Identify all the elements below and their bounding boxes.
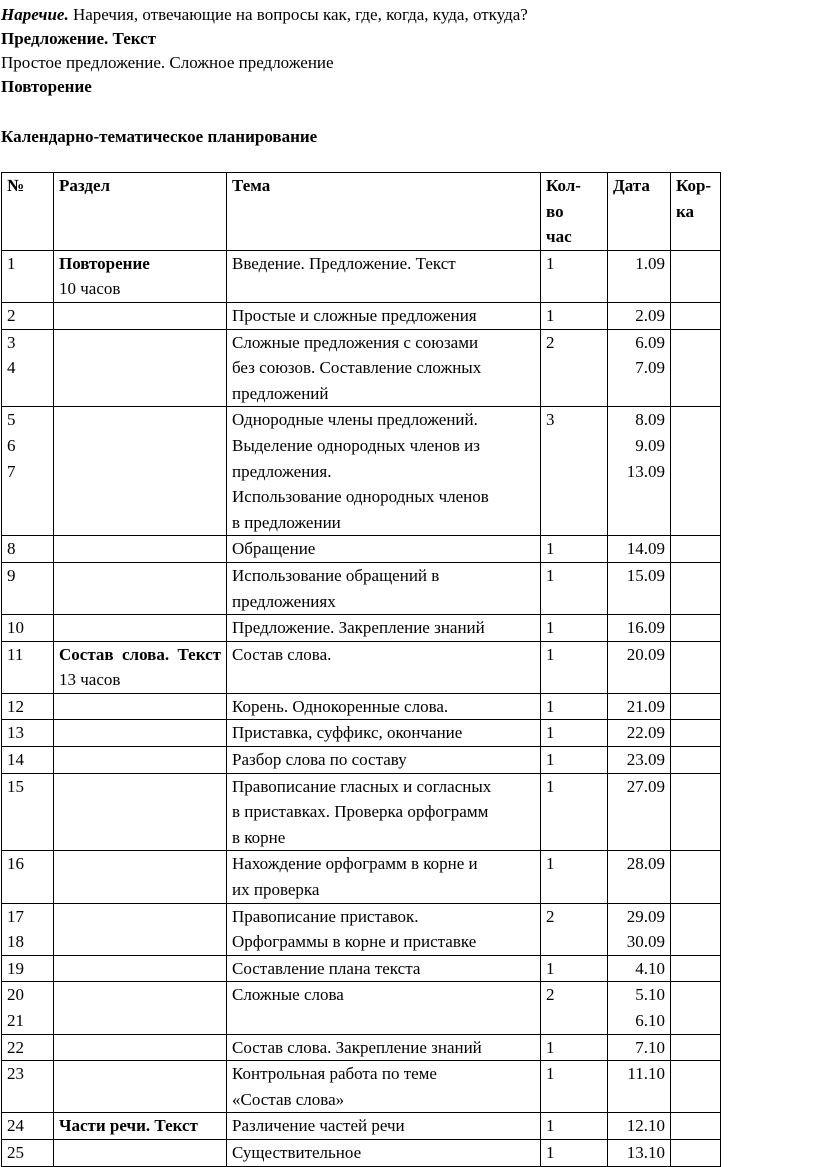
cell-date-line: 28.09	[626, 854, 665, 874]
cell-topic-line: Нахождение орфограмм в корне и	[232, 854, 478, 874]
cell-topic	[227, 329, 541, 407]
cell-topic	[227, 693, 541, 720]
table-body	[2, 250, 721, 1166]
cell-section	[54, 329, 227, 407]
cell-topic-line: без союзов. Составление сложных	[232, 358, 482, 378]
table-row	[2, 1034, 721, 1061]
cell-topic	[227, 955, 541, 982]
cell-topic-line: Сложные слова	[232, 985, 344, 1005]
table-row	[2, 250, 721, 302]
cell-hours: 1	[541, 562, 608, 614]
cell-num-line: 20	[7, 985, 24, 1005]
table-row	[2, 329, 721, 407]
cell-topic-line: Однородные члены предложений.	[232, 410, 478, 430]
cell-hours: 1	[541, 773, 608, 851]
section-name: Повторение	[59, 253, 150, 273]
cell-correction	[671, 562, 721, 614]
intro-adverb-heading: Наречие.	[1, 5, 69, 24]
header-hours-line: во	[546, 201, 564, 221]
cell-num-line: 3	[7, 332, 16, 352]
cell-num-line: 11	[7, 644, 24, 664]
cell-section	[54, 250, 227, 302]
cell-num	[2, 407, 54, 536]
cell-date-line: 14.09	[626, 539, 665, 559]
cell-correction	[671, 250, 721, 302]
cell-topic-line: Обращение	[232, 539, 316, 559]
cell-date	[608, 615, 671, 642]
cell-num-line: 8	[7, 539, 16, 559]
cell-num-line: 15	[7, 776, 24, 796]
table-row	[2, 693, 721, 720]
cell-num-line: 2	[7, 305, 16, 325]
cell-date-line: 27.09	[626, 776, 665, 796]
cell-num	[2, 1061, 54, 1113]
cell-date-line: 23.09	[626, 750, 665, 770]
cell-topic	[227, 903, 541, 955]
cell-section	[54, 747, 227, 774]
cell-hours: 2	[541, 982, 608, 1034]
table-row	[2, 1113, 721, 1140]
cell-hours: 1	[541, 1034, 608, 1061]
cell-hours: 1	[541, 1139, 608, 1166]
cell-correction	[671, 536, 721, 563]
cell-topic-line: их проверка	[232, 880, 320, 900]
cell-num	[2, 693, 54, 720]
cell-correction	[671, 615, 721, 642]
cell-correction	[671, 720, 721, 747]
cell-num	[2, 773, 54, 851]
cell-num-line: 17	[7, 906, 24, 926]
cell-topic-line: предложений	[232, 383, 329, 403]
cell-date	[608, 536, 671, 563]
cell-topic-line: Приставка, суффикс, окончание	[232, 723, 463, 743]
cell-section	[54, 407, 227, 536]
header-correction	[671, 173, 721, 251]
table-row	[2, 903, 721, 955]
cell-date	[608, 302, 671, 329]
cell-topic-line: Разбор слова по составу	[232, 750, 407, 770]
cell-topic-line: Контрольная работа по теме	[232, 1064, 437, 1084]
cell-num-line: 18	[7, 932, 24, 952]
cell-topic-line: Использование обращений в	[232, 565, 440, 585]
cell-topic-line: в приставках. Проверка орфограмм	[232, 802, 489, 822]
cell-num	[2, 302, 54, 329]
cell-date-line: 22.09	[626, 723, 665, 743]
cell-hours: 1	[541, 1061, 608, 1113]
plan-title: Календарно-тематическое планирование	[1, 127, 318, 146]
cell-num	[2, 747, 54, 774]
section-name: Состав слова. Текст	[59, 644, 221, 664]
cell-num	[2, 615, 54, 642]
intro-simple-complex-sentence: Простое предложение. Сложное предложение	[1, 53, 334, 72]
cell-correction	[671, 773, 721, 851]
cell-topic	[227, 747, 541, 774]
cell-date	[608, 982, 671, 1034]
cell-topic-line: «Состав слова»	[232, 1089, 345, 1109]
cell-topic	[227, 720, 541, 747]
cell-section	[54, 302, 227, 329]
cell-date-line: 11.10	[627, 1064, 665, 1084]
header-date: Дата	[608, 173, 671, 251]
header-hours	[541, 173, 608, 251]
cell-date	[608, 250, 671, 302]
cell-correction	[671, 302, 721, 329]
cell-section	[54, 955, 227, 982]
cell-hours: 1	[541, 955, 608, 982]
cell-hours: 2	[541, 329, 608, 407]
cell-topic	[227, 982, 541, 1034]
cell-hours: 2	[541, 903, 608, 955]
cell-num	[2, 1139, 54, 1166]
cell-date-line: 21.09	[626, 696, 665, 716]
cell-num	[2, 955, 54, 982]
cell-num-line: 1	[7, 253, 16, 273]
cell-hours: 1	[541, 302, 608, 329]
table-row	[2, 1061, 721, 1113]
cell-topic-line: Составление плана текста	[232, 958, 421, 978]
cell-section	[54, 536, 227, 563]
table-row	[2, 615, 721, 642]
cell-section	[54, 1113, 227, 1140]
cell-date-line: 7.09	[635, 358, 665, 378]
cell-num	[2, 1034, 54, 1061]
cell-num	[2, 720, 54, 747]
cell-topic	[227, 1139, 541, 1166]
cell-num-line: 24	[7, 1116, 24, 1136]
cell-date-line: 4.10	[635, 958, 665, 978]
cell-correction	[671, 955, 721, 982]
cell-topic	[227, 641, 541, 693]
cell-topic-line: Состав слова.	[232, 644, 332, 664]
cell-section	[54, 851, 227, 903]
cell-hours: 1	[541, 536, 608, 563]
cell-date-line: 9.09	[635, 435, 665, 455]
table-row	[2, 851, 721, 903]
table-row	[2, 773, 721, 851]
header-hours-line: час	[546, 227, 572, 247]
cell-num	[2, 982, 54, 1034]
cell-topic	[227, 536, 541, 563]
cell-topic-line: Орфограммы в корне и приставке	[232, 932, 477, 952]
cell-hours: 1	[541, 250, 608, 302]
cell-num	[2, 250, 54, 302]
table-row	[2, 536, 721, 563]
cell-num-line: 14	[7, 750, 24, 770]
table-row	[2, 641, 721, 693]
cell-num-line: 7	[7, 461, 16, 481]
cell-num-line: 13	[7, 723, 24, 743]
cell-section	[54, 615, 227, 642]
cell-date-line: 13.09	[626, 461, 665, 481]
cell-date-line: 13.10	[626, 1142, 665, 1162]
cell-topic	[227, 1034, 541, 1061]
cell-date-line: 20.09	[626, 644, 665, 664]
cell-num	[2, 903, 54, 955]
cell-date-line: 30.09	[626, 932, 665, 952]
header-num: №	[2, 173, 54, 251]
cell-num-line: 21	[7, 1011, 24, 1030]
thematic-plan-table	[1, 172, 721, 1167]
cell-section	[54, 903, 227, 955]
cell-num-line: 23	[7, 1064, 24, 1084]
cell-date	[608, 641, 671, 693]
cell-num	[2, 536, 54, 563]
cell-topic-line: Выделение однородных членов из	[232, 435, 480, 455]
cell-topic-line: Корень. Однокоренные слова.	[232, 696, 449, 716]
cell-hours: 1	[541, 1113, 608, 1140]
cell-section	[54, 720, 227, 747]
cell-section	[54, 1139, 227, 1166]
cell-date	[608, 851, 671, 903]
cell-date	[608, 562, 671, 614]
cell-num-line: 16	[7, 854, 24, 874]
cell-num-line: 9	[7, 565, 16, 585]
cell-correction	[671, 851, 721, 903]
cell-topic-line: в предложении	[232, 512, 341, 532]
cell-date	[608, 407, 671, 536]
cell-topic	[227, 615, 541, 642]
cell-num	[2, 329, 54, 407]
cell-topic-line: Предложение. Закрепление знаний	[232, 618, 485, 638]
table-row	[2, 407, 721, 536]
header-correction-line: ка	[676, 201, 695, 221]
cell-topic-line: Введение. Предложение. Текст	[232, 253, 456, 273]
section-hours: 13 часов	[59, 670, 121, 690]
cell-hours: 1	[541, 747, 608, 774]
cell-topic-line: Существительное	[232, 1142, 362, 1162]
cell-date	[608, 720, 671, 747]
section-name: Части речи. Текст	[59, 1116, 198, 1136]
cell-hours: 3	[541, 407, 608, 536]
table-row	[2, 955, 721, 982]
intro-sentence-text-heading: Предложение. Текст	[1, 29, 157, 48]
cell-date	[608, 1061, 671, 1113]
cell-date	[608, 773, 671, 851]
cell-date-line: 8.09	[635, 410, 665, 430]
cell-num-line: 22	[7, 1037, 24, 1057]
cell-date-line: 16.09	[626, 618, 665, 638]
cell-date-line: 6.09	[635, 332, 665, 352]
cell-topic-line: Использование однородных членов	[232, 487, 489, 507]
cell-date	[608, 1034, 671, 1061]
cell-topic-line: Правописание приставок.	[232, 906, 419, 926]
cell-num-line: 19	[7, 958, 24, 978]
table-row	[2, 720, 721, 747]
cell-correction	[671, 982, 721, 1034]
cell-topic-line: Правописание гласных и согласных	[232, 776, 492, 796]
cell-topic-line: Состав слова. Закрепление знаний	[232, 1037, 482, 1057]
cell-date-line: 1.09	[635, 253, 665, 273]
cell-topic-line: Различение частей речи	[232, 1116, 405, 1136]
intro-adverb-text: Наречия, отвечающие на вопросы как, где, когда, куда, откуда?	[68, 5, 528, 24]
cell-num-line: 12	[7, 696, 24, 716]
cell-date	[608, 1139, 671, 1166]
cell-num-line: 10	[7, 618, 24, 638]
cell-date	[608, 1113, 671, 1140]
cell-hours: 1	[541, 851, 608, 903]
cell-correction	[671, 641, 721, 693]
cell-section	[54, 562, 227, 614]
cell-correction	[671, 1139, 721, 1166]
cell-topic-line: Простые и сложные предложения	[232, 305, 477, 325]
cell-date-line: 6.10	[635, 1011, 665, 1030]
cell-section	[54, 1034, 227, 1061]
cell-num	[2, 1113, 54, 1140]
cell-date	[608, 693, 671, 720]
header-topic: Тема	[227, 173, 541, 251]
cell-num	[2, 851, 54, 903]
header-correction-line: Кор-	[676, 176, 712, 195]
cell-topic	[227, 302, 541, 329]
cell-topic	[227, 773, 541, 851]
intro-line-adverb	[1, 2, 528, 28]
header-hours-line: Кол-	[546, 176, 581, 195]
cell-date-line: 29.09	[626, 906, 665, 926]
cell-topic	[227, 851, 541, 903]
cell-topic-line: Сложные предложения с союзами	[232, 332, 479, 352]
cell-hours: 1	[541, 693, 608, 720]
cell-correction	[671, 693, 721, 720]
cell-num-line: 25	[7, 1142, 24, 1162]
cell-date	[608, 903, 671, 955]
table-header-row	[2, 173, 721, 251]
cell-topic	[227, 562, 541, 614]
cell-correction	[671, 407, 721, 536]
cell-num-line: 4	[7, 358, 16, 378]
cell-correction	[671, 903, 721, 955]
cell-date	[608, 329, 671, 407]
cell-section	[54, 641, 227, 693]
table-row	[2, 982, 721, 1034]
cell-date-line: 7.10	[635, 1037, 665, 1057]
cell-hours: 1	[541, 641, 608, 693]
table-row	[2, 1139, 721, 1166]
cell-section	[54, 982, 227, 1034]
cell-correction	[671, 1061, 721, 1113]
cell-topic-line: в корне	[232, 827, 286, 847]
cell-section	[54, 773, 227, 851]
cell-topic	[227, 250, 541, 302]
cell-topic	[227, 1061, 541, 1113]
cell-date-line: 2.09	[635, 305, 665, 325]
cell-topic-line: предложения.	[232, 461, 332, 481]
cell-date-line: 12.10	[626, 1116, 665, 1136]
cell-num	[2, 562, 54, 614]
cell-num	[2, 641, 54, 693]
cell-date	[608, 955, 671, 982]
header-section: Раздел	[54, 173, 227, 251]
cell-correction	[671, 1034, 721, 1061]
cell-section	[54, 1061, 227, 1113]
intro-repetition-heading: Повторение	[1, 77, 92, 96]
cell-section	[54, 693, 227, 720]
cell-correction	[671, 747, 721, 774]
table-row	[2, 747, 721, 774]
cell-topic	[227, 1113, 541, 1140]
section-hours: 10 часов	[59, 279, 121, 299]
table-row	[2, 302, 721, 329]
cell-hours: 1	[541, 615, 608, 642]
table-row	[2, 562, 721, 614]
cell-date-line: 15.09	[626, 565, 665, 585]
cell-date	[608, 747, 671, 774]
cell-topic-line: предложениях	[232, 591, 336, 611]
cell-correction	[671, 329, 721, 407]
cell-topic	[227, 407, 541, 536]
cell-correction	[671, 1113, 721, 1140]
cell-hours: 1	[541, 720, 608, 747]
cell-date-line: 5.10	[635, 985, 665, 1005]
cell-num-line: 6	[7, 435, 16, 455]
cell-num-line: 5	[7, 410, 16, 430]
